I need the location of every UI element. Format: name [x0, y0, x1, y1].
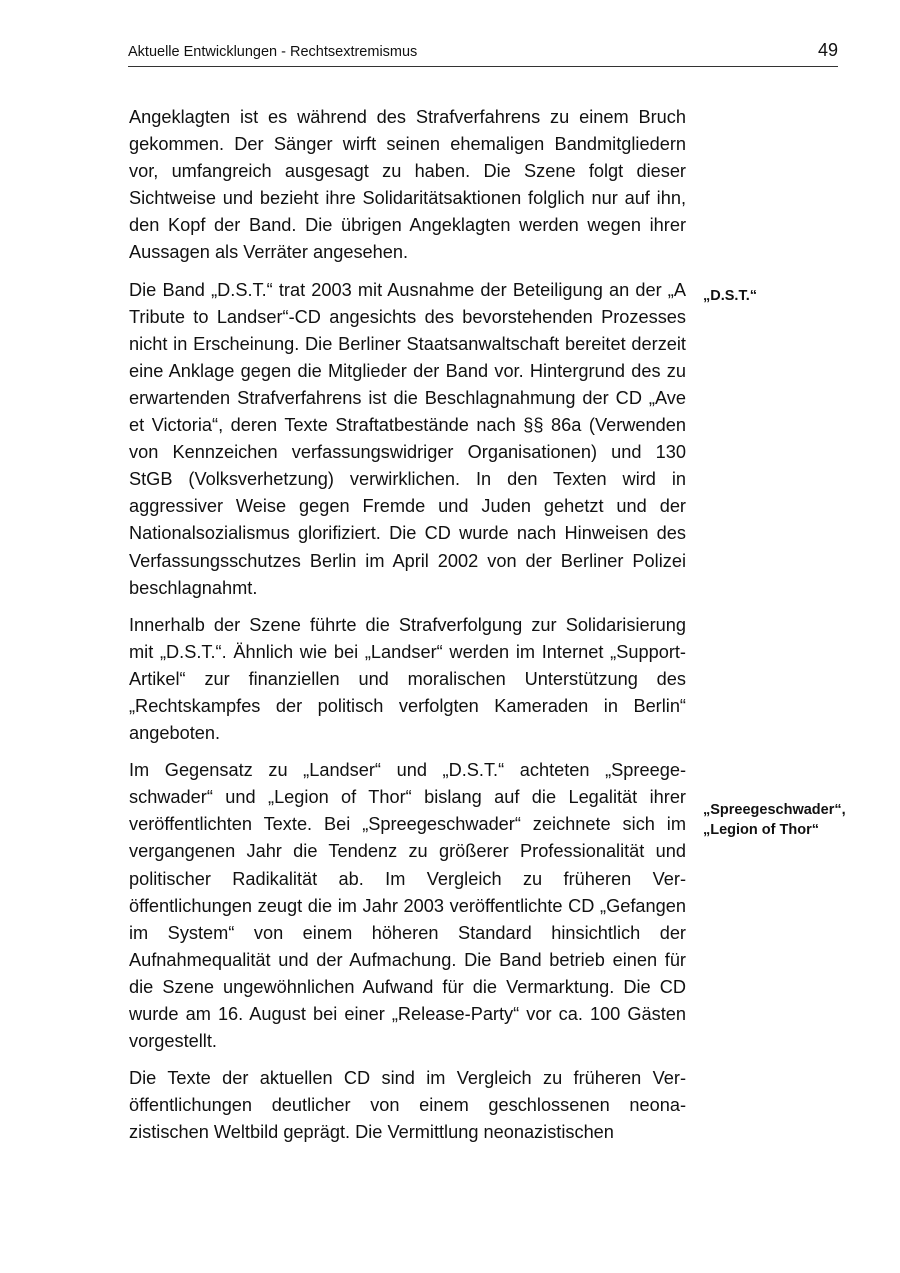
paragraph-3: Innerhalb der Szene führte die Strafverfolgung zur Solidarisierung mit „D.S.T.“. Ähnlich wie bei „Landser“ werden im Internet „Support-Artikel“ zur finanziellen und moralischen Unterstützung des „Rechtskampfes der politisch verfolgten Kameraden in Berlin“ angeboten.: [129, 614, 686, 744]
page-number: 49: [817, 40, 838, 60]
paragraph-5: Die Texte der aktuellen CD sind im Vergleich zu früheren Veröffentlichungen deutlicher von einem geschlossenen neonazistischen Weltbild geprägt. Die Vermittlung neonazistischen: [129, 1068, 686, 1143]
paragraph-1: Angeklagten ist es während des Strafverfahrens zu einem Bruch gekommen. Der Sänger wirft seinen ehemaligen Bandmitgliedern vor, umfangreich ausgesagt zu haben. Die Szene folgt dieser Sichtweise und bezieht ihre Solidaritätsaktionen folglich nur auf ihn, den Kopf der Band. Die übrigen Angeklagten werden wegen ihrer Aussagen als Verräter angesehen.: [129, 107, 686, 263]
running-title: Aktuelle Entwicklungen - Rechtsextremismus: [128, 44, 418, 60]
margin-note-line: „Legion of Thor“: [703, 822, 819, 838]
page-header: [128, 40, 838, 67]
body-text: [129, 104, 686, 1156]
margin-note-line: „D.S.T.“: [703, 288, 757, 304]
paragraph-4: Im Gegensatz zu „Landser“ und „D.S.T.“ achteten „Spreegeschwader“ und „Legion of Thor“ bislang auf die Legalität ihrer veröffentlichten Texte. Bei „Spreegeschwader“ zeichnete sich im vergangenen Jahr die Tendenz zu größerer Professionalität und politischer Radikalität ab. Im Vergleich zu früheren Veröffentlichungen zeugt die im Jahr 2003 veröffentlichte CD „Gefangen im System“ von einem höheren Standard hinsichtlich der Aufnahmequalität und der Aufmachung. Die Band betrieb einen für die Szene ungewöhnlichen Aufwand für die Vermarktung. Die CD wurde am 16. August bei einer „Release-Party“ vor ca. 100 Gästen vorgestellt.: [129, 760, 686, 1052]
margin-note-line: „Spreegeschwader“,: [703, 802, 846, 818]
paragraph-2: Die Band „D.S.T.“ trat 2003 mit Ausnahme der Beteiligung an der „A Tribute to Landser“-CD angesichts des bevorstehenden Prozesses nicht in Erscheinung. Die Berliner Staatsanwaltschaft bereitet derzeit eine Anklage gegen die Mitglieder der Band vor. Hintergrund des zu erwartenden Strafverfahrens ist die Beschlagnahmung der CD „Ave et Victoria“, deren Texte Straftatbestände nach §§ 86a (Verwenden von Kennzeichen verfassungswidriger Organisationen) und 130 StGB (Volksverhetzung) verwirklichen. In den Texten wird in aggressiver Weise gegen Fremde und Juden gehetzt und der Nationalsozialismus glorifiziert. Die CD wurde nach Hinweisen des Verfassungsschutzes Berlin im April 2002 von der Berliner Polizei beschlagnahmt.: [129, 279, 686, 598]
margin-note-dst: [703, 286, 757, 306]
margin-note-spreegeschwader: [703, 800, 846, 840]
